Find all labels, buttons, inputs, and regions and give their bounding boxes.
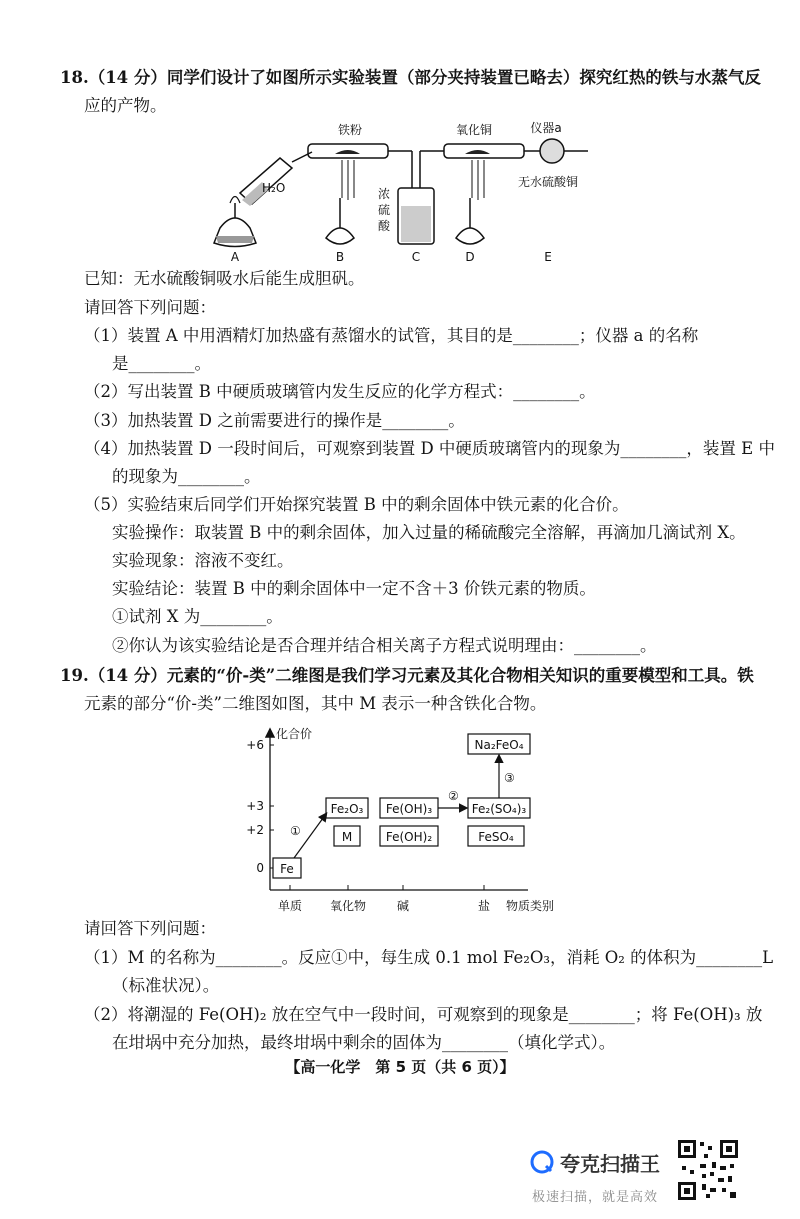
x-tick-base: 碱 [396, 899, 410, 913]
box-feoh3 [380, 798, 438, 818]
label-acid-1: 浓 [378, 187, 391, 201]
label-instrument-a: 仪器a [530, 121, 562, 135]
label-b: B [335, 250, 345, 264]
svg-text:Fe(OH)₂: Fe(OH)₂ [385, 830, 433, 844]
label-water: H₂O [262, 181, 286, 195]
q18-known: 已知：无水硫酸铜吸水后能生成胆矾。 [84, 269, 365, 288]
x-tick-salt: 盐 [477, 899, 491, 913]
q18-p4: （4）加热装置 D 一段时间后，可观察到装置 D 中硬质玻璃管内的现象为________，装置 E 中 [84, 439, 775, 458]
label-anhydrous-cuso4: 无水硫酸铜 [517, 175, 579, 189]
q18-p5-i: ①试剂 X 为________。 [112, 607, 283, 626]
q18-p5-phenomenon: 实验现象：溶液不变红。 [112, 551, 294, 570]
svg-text:FeSO₄: FeSO₄ [478, 830, 514, 844]
y-tick-plus3: +3 [246, 799, 264, 813]
y-tick-plus6: +6 [246, 738, 264, 752]
scanner-logo-icon [530, 1150, 554, 1174]
q18-p2: （2）写出装置 B 中硬质玻璃管内发生反应的化学方程式：________。 [84, 382, 596, 401]
q19-p1-cont: （标准状况）。 [112, 976, 220, 995]
box-fe2so43 [468, 798, 530, 818]
label-acid-2: 硫 [378, 203, 391, 217]
q18-p3: （3）加热装置 D 之前需要进行的操作是________。 [84, 411, 465, 430]
label-e: E [544, 250, 552, 264]
apparatus-e [524, 139, 588, 163]
page-footer: 【高一化学 第 5 页（共 6 页）】 [285, 1058, 515, 1076]
box-feoh2 [380, 826, 438, 846]
label-copper-oxide: 氧化铜 [455, 123, 493, 137]
x-axis-label: 物质类别 [505, 899, 555, 913]
box-fe [273, 858, 301, 878]
q18-p5: （5）实验结束后同学们开始探究装置 B 中的剩余固体中铁元素的化合价。 [84, 495, 629, 514]
reaction-2-label: ② [448, 789, 459, 803]
q19-title: 19.（14 分）元素的“价-类”二维图是我们学习元素及其化合物相关知识的重要模型和工具。铁 [60, 666, 754, 685]
svg-text:Fe: Fe [280, 862, 294, 876]
svg-text:Na₂FeO₄: Na₂FeO₄ [474, 738, 524, 752]
q19-p2: （2）将潮湿的 Fe(OH)₂ 放在空气中一段时间，可观察到的现象是________；将 Fe(OH)₃ 放 [84, 1005, 763, 1024]
y-tick-plus2: +2 [246, 823, 264, 837]
label-d: D [465, 250, 475, 264]
qr-code-icon [676, 1138, 740, 1202]
q19-p2-cont: 在坩埚中充分加热，最终坩埚中剩余的固体为________（填化学式）。 [112, 1033, 616, 1052]
q18-p5-conclusion: 实验结论：装置 B 中的剩余固体中一定不含＋3 价铁元素的物质。 [112, 579, 596, 598]
y-tick-0: 0 [256, 861, 264, 875]
q18-p5-ii: ②你认为该实验结论是否合理并结合相关离子方程式说明理由：________。 [112, 636, 657, 655]
apparatus-d [444, 144, 524, 244]
label-iron-powder: 铁粉 [337, 123, 363, 137]
apparatus-c [388, 151, 444, 244]
apparatus-b [308, 144, 391, 244]
svg-text:Fe(OH)₃: Fe(OH)₃ [385, 802, 433, 816]
label-a: A [230, 250, 240, 264]
label-c: C [411, 250, 421, 264]
q18-p4-cont: 的现象为________。 [112, 467, 261, 486]
q18-p1: （1）装置 A 中用酒精灯加热盛有蒸馏水的试管，其目的是________；仪器 a 的名称 [84, 326, 699, 345]
y-axis-label: 化合价 [276, 727, 313, 741]
q18-title: 18.（14 分）同学们设计了如图所示实验装置（部分夹持装置已略去）探究红热的铁与水蒸气反 [60, 68, 761, 87]
x-tick-element: 单质 [277, 899, 303, 913]
box-na2feo4 [468, 734, 530, 754]
q18-p1-cont: 是________。 [112, 354, 211, 373]
svg-text:Fe₂(SO₄)₃: Fe₂(SO₄)₃ [471, 802, 527, 816]
brand-slogan: 极速扫描，就是高效 [532, 1190, 659, 1205]
q19-title-cont: 元素的部分“价-类”二维图如图，其中 M 表示一种含铁化合物。 [84, 694, 547, 713]
q18-p5-operation: 实验操作：取装置 B 中的剩余固体，加入过量的稀硫酸完全溶解，再滴加几滴试剂 X。 [112, 523, 746, 542]
q18-prompt: 请回答下列问题： [84, 298, 216, 317]
label-acid-3: 酸 [378, 219, 391, 233]
q19-p1: （1）M 的名称为________。反应①中，每生成 0.1 mol Fe₂O₃，消耗 O₂ 的体积为________L [84, 948, 774, 967]
x-tick-oxide: 氧化物 [329, 899, 367, 913]
brand-name: 夸克扫描王 [560, 1152, 660, 1176]
q18-apparatus-diagram [200, 118, 600, 266]
box-m [334, 826, 360, 846]
q18-title-cont: 应的产物。 [84, 96, 167, 115]
apparatus-a [214, 152, 312, 247]
reaction-1-label: ① [290, 824, 301, 838]
q19-prompt: 请回答下列问题： [84, 919, 216, 938]
box-fe2o3 [326, 798, 368, 818]
svg-text:M: M [341, 830, 353, 844]
reaction-3-label: ③ [504, 771, 515, 785]
box-feso4 [468, 826, 524, 846]
q19-valence-class-chart [228, 718, 608, 918]
svg-text:Fe₂O₃: Fe₂O₃ [330, 802, 364, 816]
